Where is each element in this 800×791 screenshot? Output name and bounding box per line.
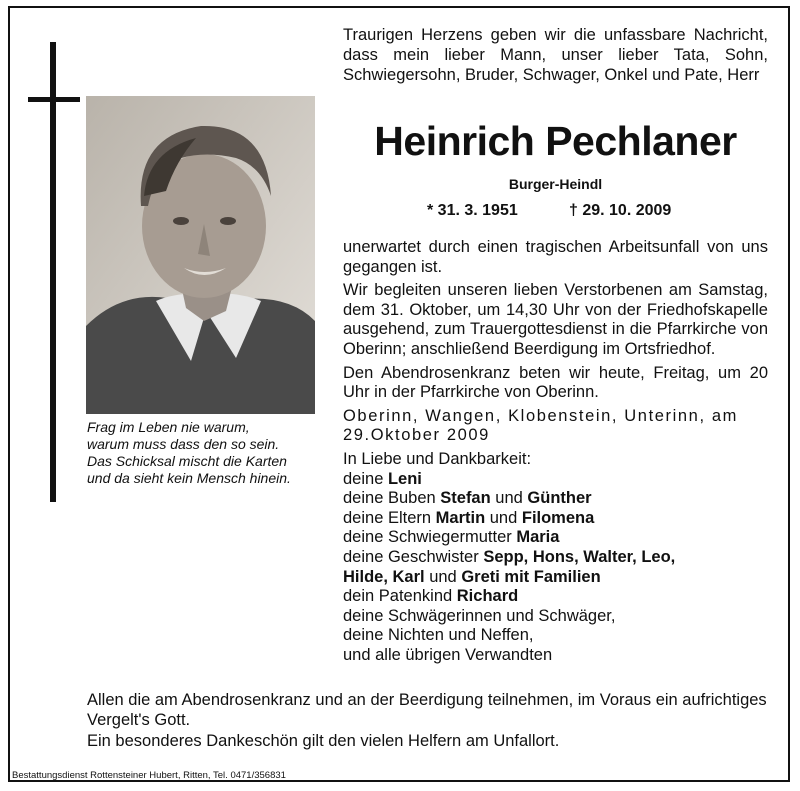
- quote-line: und da sieht kein Mensch hinein.: [87, 470, 291, 486]
- list-item: deine Buben Stefan und Günther: [343, 489, 592, 508]
- deceased-name: Heinrich Pechlaner: [374, 118, 737, 164]
- mourners-heading: In Liebe und Dankbarkeit:: [343, 449, 532, 468]
- quote-line: warum muss dass den so sein.: [87, 436, 280, 452]
- thanks-section: [87, 691, 777, 754]
- list-item: deine Geschwister Sepp, Hons, Walter, Leo,: [343, 547, 676, 566]
- portrait-photo: [86, 96, 315, 414]
- list-item: deine Eltern Martin und Filomena: [343, 508, 595, 527]
- list-item: und alle übrigen Verwandten: [343, 645, 553, 664]
- deceased-nickname: Burger-Heindl: [508, 176, 603, 192]
- list-item: deine Leni: [343, 469, 422, 488]
- list-item: dein Patenkind Richard: [343, 587, 519, 606]
- paragraph-cause: unerwartet durch einen tragischen Arbeitsunfall von uns gegangen ist.: [343, 238, 768, 276]
- birth-date: * 31. 3. 1951: [427, 202, 518, 219]
- notice-body: [343, 238, 768, 665]
- list-item: deine Nichten und Neffen,: [343, 626, 534, 645]
- thanks-general: Allen die am Abendrosenkranz und an der Beerdigung teilnehmen, im Voraus ein aufrichtiges Vergelt's Gott.: [87, 691, 767, 729]
- quote-line: Das Schicksal mischt die Karten: [87, 453, 287, 469]
- memorial-quote: [87, 419, 327, 487]
- funeral-service-credit: Bestattungsdienst Rottensteiner Hubert, Ritten, Tel. 0471/356831: [12, 770, 286, 781]
- list-item: deine Schwägerinnen und Schwäger,: [343, 606, 616, 625]
- paragraph-rosary: Den Abendrosenkranz beten wir heute, Freitag, um 20 Uhr in der Pfarrkirche von Oberinn.: [343, 363, 768, 402]
- cross-icon-bar: [28, 97, 80, 102]
- list-item: Hilde, Karl und Greti mit Familien: [343, 567, 601, 586]
- paragraph-funeral: Wir begleiten unseren lieben Verstorbenen am Samstag, dem 31. Oktober, um 14,30 Uhr von der Friedhofskapelle ausgehend, zum Trauergottesdienst in die Pfarrkirche von Oberinn; anschließend Beerdigung im Ortsfriedhof.: [343, 281, 768, 358]
- thanks-helpers: Ein besonderes Dankeschön gilt den vielen Helfern am Unfallort.: [87, 732, 560, 751]
- list-item: deine Schwiegermutter Maria: [343, 528, 560, 547]
- death-date: † 29. 10. 2009: [569, 202, 672, 219]
- cross-icon: [50, 42, 56, 502]
- paragraph-places-date: Oberinn, Wangen, Klobenstein, Unterinn, am 29.Oktober 2009: [343, 406, 738, 445]
- intro-text: Traurigen Herzens geben wir die unfassbare Nachricht, dass mein lieber Mann, unser lieber Tata, Sohn, Schwiegersohn, Bruder, Schwager, Onkel und Pate, Herr: [343, 26, 768, 84]
- mourners-list: [343, 450, 768, 666]
- quote-line: Frag im Leben nie warum,: [87, 419, 250, 435]
